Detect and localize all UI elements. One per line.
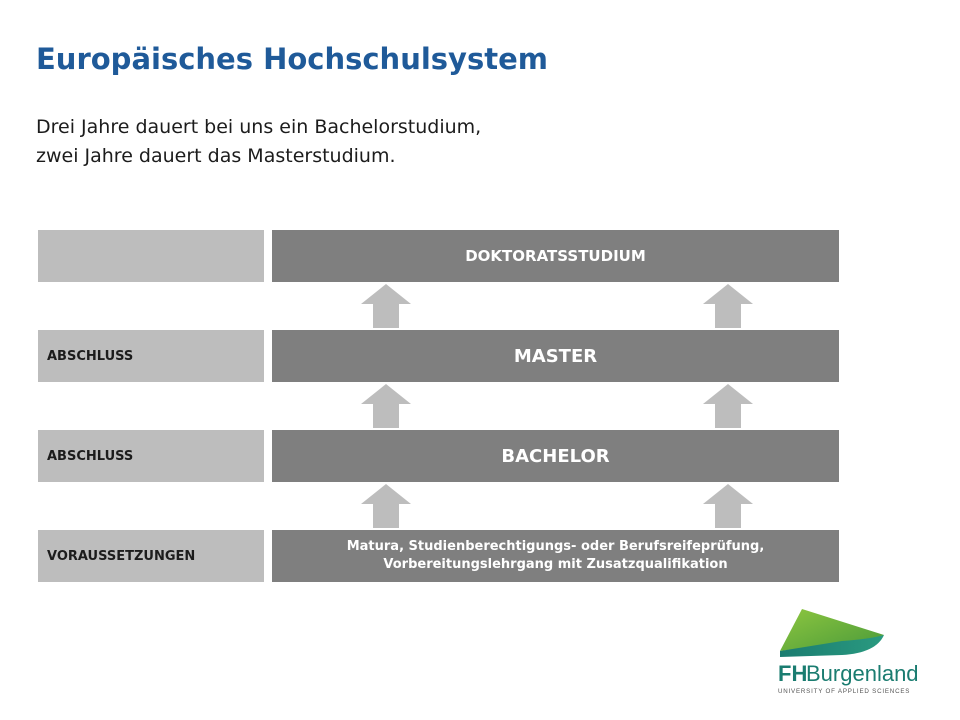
arrow-up-icon xyxy=(703,384,753,428)
label-text: ABSCHLUSS xyxy=(47,348,134,364)
label-box-voraussetzungen xyxy=(38,530,264,582)
stage-label: MASTER xyxy=(513,345,598,367)
stage-bachelor xyxy=(272,430,839,482)
arrow-up-icon xyxy=(703,484,753,528)
logo-fh-text: FH xyxy=(778,661,808,686)
stage-label-line-2: Vorbereitungslehrgang mit Zusatzqualifikation xyxy=(383,557,728,572)
logo-tagline-text: UNIVERSITY OF APPLIED SCIENCES xyxy=(778,688,911,695)
arrow-up-icon xyxy=(703,284,753,328)
arrow-up-icon xyxy=(361,484,411,528)
page-title: Europäisches Hochschulsystem xyxy=(36,42,548,76)
subtitle-line-2: zwei Jahre dauert das Masterstudium. xyxy=(36,145,396,167)
stage-label-line-1: Matura, Studienberechtigungs- oder Berufsreifeprüfung, xyxy=(346,539,765,554)
arrow-up-icon xyxy=(361,284,411,328)
fh-burgenland-logo xyxy=(772,605,942,700)
logo-name-text: Burgenland xyxy=(806,661,919,686)
label-text: ABSCHLUSS xyxy=(47,448,134,464)
label-box-master xyxy=(38,330,264,382)
page-subtitle xyxy=(36,113,481,171)
subtitle-line-1: Drei Jahre dauert bei uns ein Bachelorstudium, xyxy=(36,116,482,138)
label-text: VORAUSSETZUNGEN xyxy=(47,548,196,564)
stage-master xyxy=(272,330,839,382)
arrow-up-icon xyxy=(361,384,411,428)
stage-label: DOKTORATSSTUDIUM xyxy=(465,247,646,265)
stage-doktoratsstudium xyxy=(272,230,839,282)
label-box-bachelor xyxy=(38,430,264,482)
stage-label: BACHELOR xyxy=(501,445,610,467)
label-box-doktorat xyxy=(38,230,264,282)
stage-voraussetzungen xyxy=(272,530,839,582)
